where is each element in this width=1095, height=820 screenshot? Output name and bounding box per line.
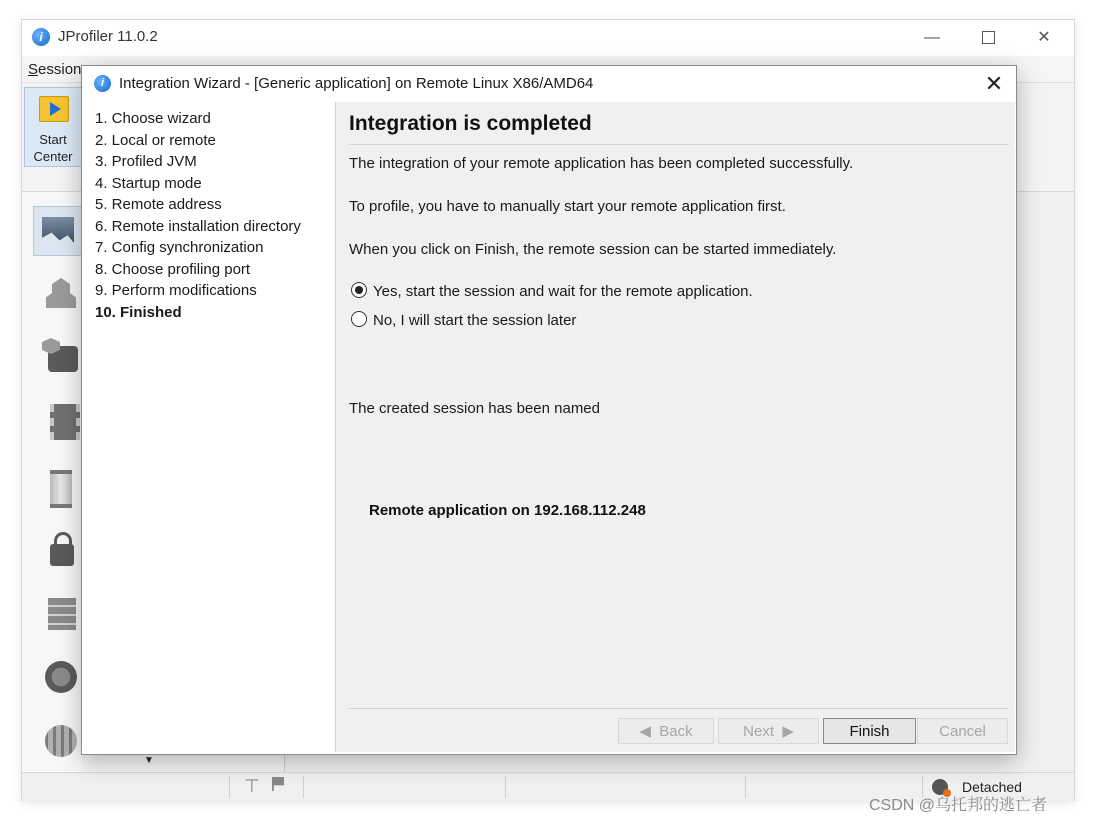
radio-button[interactable] (351, 311, 367, 327)
watermark: CSDN @乌托邦的逃亡者 (869, 797, 1048, 814)
start-center-button[interactable] (24, 87, 82, 167)
start-session-now-option[interactable] (351, 282, 753, 300)
flag-icon[interactable] (272, 777, 284, 791)
dialog-titlebar (82, 66, 1016, 102)
session-named-label: The created session has been named (349, 400, 600, 417)
left-panel-footer (82, 752, 285, 772)
start-center-label: Start Center (33, 132, 73, 164)
wizard-step: 4. Startup mode (95, 175, 202, 192)
wizard-content (336, 102, 1015, 752)
mbeans-icon[interactable] (42, 722, 80, 760)
cpu-views-icon[interactable] (42, 402, 80, 440)
wizard-step: 6. Remote installation directory (95, 218, 301, 235)
detached-status-text: Detached (962, 779, 1022, 795)
wizard-step: 7. Config synchronization (95, 239, 264, 256)
button-bar-divider (349, 708, 1009, 709)
wizard-step: 5. Remote address (95, 196, 222, 213)
back-button[interactable]: ◀ Back (618, 718, 714, 744)
pin-icon[interactable]: ⊤ (244, 776, 260, 796)
session-name: Remote application on 192.168.112.248 (369, 502, 646, 519)
jprofiler-logo-icon: i (94, 75, 111, 92)
wizard-step: 8. Choose profiling port (95, 261, 251, 278)
wizard-step: 2. Local or remote (95, 132, 216, 149)
wizard-steps-list (82, 102, 336, 752)
next-button[interactable]: Next ▶ (718, 718, 819, 744)
main-close-button[interactable]: ✕ (1037, 29, 1051, 46)
main-titlebar (22, 20, 1074, 56)
completion-message: The integration of your remote application has been completed successfully. (349, 155, 854, 172)
dialog-close-button[interactable]: ✕ (984, 71, 1004, 96)
finish-button[interactable]: Finish (823, 718, 916, 744)
dialog-title: Integration Wizard - [Generic application] on Remote Linux X86/AMD64 (119, 75, 594, 92)
maximize-icon (982, 31, 995, 44)
jee-probes-icon[interactable] (42, 658, 80, 696)
databases-icon[interactable] (42, 594, 80, 632)
wizard-step: 3. Profiled JVM (95, 153, 197, 170)
start-session-later-option[interactable] (351, 311, 576, 329)
radio-button-checked[interactable] (351, 282, 367, 298)
heading-divider (349, 144, 1009, 145)
view-selector-sidebar (22, 192, 82, 772)
wizard-step-current: 10. Finished (95, 304, 182, 321)
threads-icon[interactable] (42, 466, 80, 504)
option-label: Yes, start the session and wait for the remote application. (373, 283, 753, 300)
cancel-button[interactable]: Cancel (917, 718, 1008, 744)
folder-icon (39, 96, 69, 122)
wizard-step: 1. Choose wizard (95, 110, 211, 127)
jprofiler-logo-icon: i (32, 28, 50, 46)
minimize-button[interactable]: — (924, 29, 940, 46)
finish-instruction: When you click on Finish, the remote session can be started immediately. (349, 241, 837, 258)
menu-session[interactable]: Session (28, 61, 82, 78)
page-heading: Integration is completed (349, 112, 592, 135)
wizard-step: 9. Perform modifications (95, 282, 257, 299)
monitors-locks-icon[interactable] (42, 530, 80, 568)
heap-walker-icon[interactable] (42, 338, 80, 376)
chevron-down-icon[interactable]: ▼ (144, 755, 154, 766)
option-label: No, I will start the session later (373, 312, 577, 329)
telemetries-icon[interactable] (33, 206, 83, 256)
integration-wizard-dialog (81, 65, 1017, 755)
maximize-button[interactable] (966, 24, 1010, 52)
live-memory-icon[interactable] (42, 274, 80, 312)
main-window-title: JProfiler 11.0.2 (58, 28, 158, 45)
start-instruction: To profile, you have to manually start your remote application first. (349, 198, 786, 215)
